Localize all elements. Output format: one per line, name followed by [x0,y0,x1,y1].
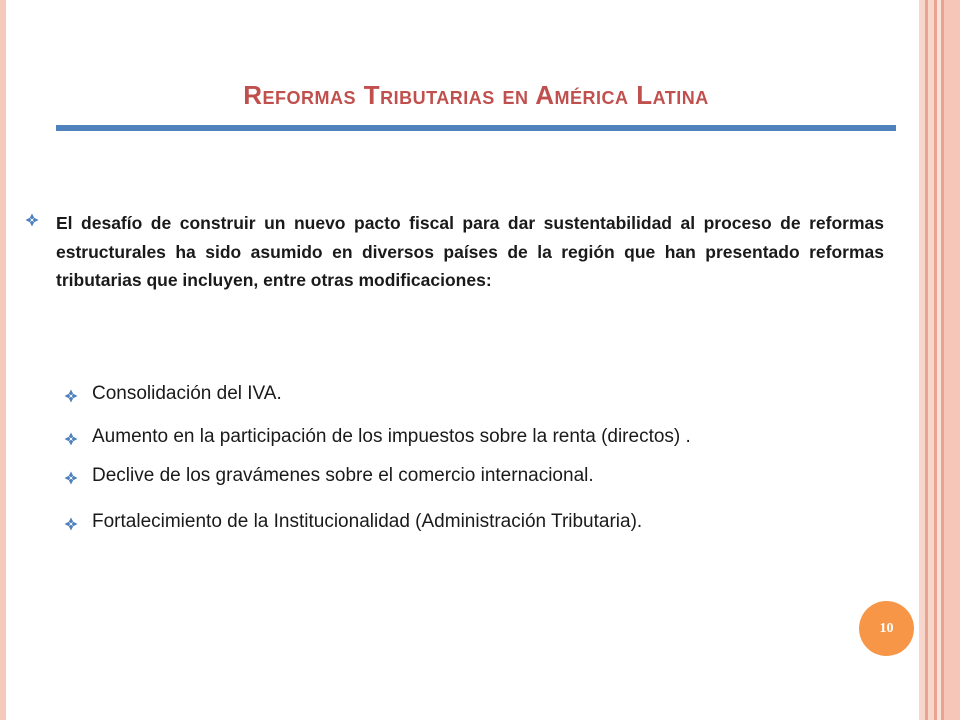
sub-bullet-item: Fortalecimiento de la Institucionalidad (Administración Tributaria). [92,511,643,532]
slide-title: Reformas Tributarias en América Latina [243,80,709,110]
title-underline [56,125,896,131]
diamond-bullet-icon [25,213,39,227]
right-frame-decoration [944,0,960,720]
sub-bullet-item: Declive de los gravámenes sobre el comercio internacional. [92,465,594,486]
sub-bullet-item: Consolidación del IVA. [92,383,282,404]
sub-bullet-item: Aumento en la participación de los impuestos sobre la renta (directos) . [92,426,691,447]
diamond-bullet-icon [64,389,78,403]
page-number-badge [859,601,914,656]
page-number: 10 [879,620,894,636]
main-bullet-text: El desafío de construir un nuevo pacto fiscal para dar sustentabilidad al proceso de reformas estructurales ha sido asumido en diversos países de la región que han presentado reformas tributarias que incluyen, entre otras modificaciones: [56,213,884,290]
diamond-bullet-icon [64,432,78,446]
diamond-bullet-icon [64,471,78,485]
diamond-bullet-icon [64,517,78,531]
left-border-decoration [0,0,6,720]
